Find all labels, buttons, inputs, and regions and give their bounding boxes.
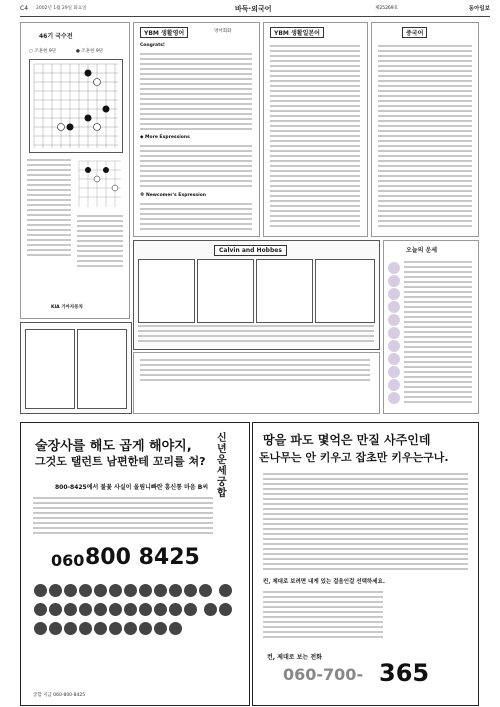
section-title: 바둑·외국어 bbox=[235, 5, 272, 13]
face-photo bbox=[154, 603, 167, 616]
issue-number: 제25269호 bbox=[375, 6, 399, 11]
comic-strip bbox=[133, 240, 380, 350]
face-photo bbox=[169, 584, 182, 597]
right-ad-headline-1: 땅을 파도 몇억은 만질 사주인데 bbox=[263, 433, 431, 447]
cartoon-panel-2 bbox=[77, 329, 127, 409]
horoscope-panel bbox=[383, 240, 479, 414]
face-photo bbox=[139, 603, 152, 616]
baduk-title: 46기 국수전 bbox=[39, 33, 73, 40]
face-photo bbox=[94, 603, 107, 616]
fortune-ad-right bbox=[252, 422, 479, 706]
face-photo bbox=[109, 584, 122, 597]
go-board bbox=[29, 59, 123, 153]
right-ad-headline-2: 돈나무는 안 키우고 잡초만 키우는구나. bbox=[259, 451, 449, 464]
left-ad-phone-number: 800 8425 bbox=[85, 545, 200, 570]
comic-caption-box bbox=[133, 352, 380, 414]
left-ad-caption: 궁합 지금 060-800-8425 bbox=[33, 693, 86, 698]
left-ad-body bbox=[33, 497, 213, 537]
right-ad-options bbox=[263, 591, 383, 641]
right-ad-phone-prefix: 060-700- bbox=[283, 665, 364, 684]
face-photo bbox=[199, 584, 212, 597]
english-contact-head: ※ Newcomer's Expression bbox=[140, 193, 206, 198]
right-ad-sub: 컨, 제대로 보려면 내게 있는 걸음인걸 선택하세요. bbox=[263, 579, 385, 585]
comic-panel-4 bbox=[315, 259, 375, 323]
right-ad-body bbox=[263, 473, 468, 573]
face-photo bbox=[169, 603, 182, 616]
face-photo bbox=[94, 622, 107, 635]
face-photo bbox=[139, 584, 152, 597]
face-photo bbox=[124, 622, 137, 635]
english-expressions bbox=[140, 145, 252, 190]
left-ad-headline-2: 그것도 탤런트 남편한테 꼬리를 쳐? bbox=[35, 455, 206, 468]
face-photo bbox=[139, 622, 152, 635]
face-photo bbox=[79, 603, 92, 616]
left-ad-face-grid bbox=[33, 583, 237, 640]
comic-panel-2 bbox=[197, 259, 254, 323]
face-photo bbox=[49, 622, 62, 635]
english-panel bbox=[133, 22, 260, 237]
right-ad-phone-suffix: 365 bbox=[379, 659, 430, 687]
face-photo bbox=[94, 584, 107, 597]
cartoon-panel-1 bbox=[25, 329, 75, 409]
english-expr-head: ◆ More Expressions bbox=[140, 135, 190, 140]
face-photo bbox=[154, 622, 167, 635]
face-photo bbox=[154, 584, 167, 597]
japanese-panel bbox=[263, 22, 368, 237]
face-photo bbox=[124, 603, 137, 616]
english-tag: 영어회화 bbox=[214, 29, 232, 34]
horoscope-text bbox=[404, 261, 472, 406]
face-photo bbox=[34, 603, 47, 616]
comic-caption-text bbox=[140, 359, 370, 384]
baduk-sponsor: KIA 기아자동차 bbox=[51, 305, 83, 310]
baduk-white-player: ○ 조훈현 9단 bbox=[29, 49, 57, 54]
face-photo bbox=[49, 584, 62, 597]
face-photo bbox=[64, 622, 77, 635]
page-number: C4 bbox=[20, 5, 29, 12]
issue-date: 2002년 1월 29일 화요일 bbox=[36, 6, 87, 11]
baduk-commentary-2 bbox=[77, 215, 123, 270]
face-photo bbox=[109, 622, 122, 635]
face-photo bbox=[64, 603, 77, 616]
right-ad-phone-label: 컨, 제대로 보는 전화 bbox=[267, 654, 322, 661]
face-photo bbox=[184, 584, 197, 597]
english-sub: Congrats! bbox=[140, 43, 165, 48]
japanese-title: YBM 생활일본어 bbox=[270, 27, 324, 38]
face-photo bbox=[79, 622, 92, 635]
baduk-panel bbox=[20, 22, 130, 319]
face-photo bbox=[79, 584, 92, 597]
page-header bbox=[20, 2, 490, 17]
face-photo bbox=[64, 584, 77, 597]
face-photo bbox=[34, 622, 47, 635]
face-photo bbox=[124, 584, 137, 597]
comic-panel-1 bbox=[138, 259, 195, 323]
fortune-ad-left bbox=[20, 422, 250, 706]
dog-icon bbox=[388, 392, 400, 404]
face-photo bbox=[184, 603, 197, 616]
baduk-commentary bbox=[27, 159, 71, 259]
face-photo bbox=[169, 622, 182, 635]
newspaper-name: 동아일보 bbox=[468, 6, 490, 12]
left-ad-vertical: 신년 운세 궁합 bbox=[217, 433, 227, 499]
face-photo bbox=[219, 584, 232, 597]
chinese-title: 중국어 bbox=[402, 27, 427, 38]
english-title: YBM 생활영어 bbox=[140, 27, 188, 38]
go-diagram-small bbox=[77, 159, 123, 209]
cartoon-strip bbox=[20, 322, 132, 414]
face-photo bbox=[219, 603, 232, 616]
comic-title: Calvin and Hobbes bbox=[214, 245, 287, 256]
english-contact bbox=[140, 203, 252, 233]
japanese-body bbox=[270, 45, 360, 230]
face-photo bbox=[204, 603, 217, 616]
comic-panel-3 bbox=[256, 259, 313, 323]
face-photo bbox=[34, 584, 47, 597]
face-photo bbox=[49, 603, 62, 616]
left-ad-headline-1: 술장사를 해도 곱게 해야지, bbox=[35, 439, 192, 454]
chinese-panel bbox=[371, 22, 479, 237]
left-ad-phone-prefix: 060 bbox=[51, 551, 85, 570]
chinese-body bbox=[378, 45, 472, 230]
horoscope-title: 오늘의 운세 bbox=[406, 247, 438, 254]
face-photo bbox=[109, 603, 122, 616]
english-body bbox=[140, 53, 252, 133]
comic-translation bbox=[138, 325, 374, 345]
left-ad-sub: 800-8425에서 불꽃 사실이 올림니빠란 흥신통 마음 B씨 bbox=[55, 484, 209, 491]
baduk-black-player: ● 조훈현 9단 bbox=[76, 49, 104, 54]
